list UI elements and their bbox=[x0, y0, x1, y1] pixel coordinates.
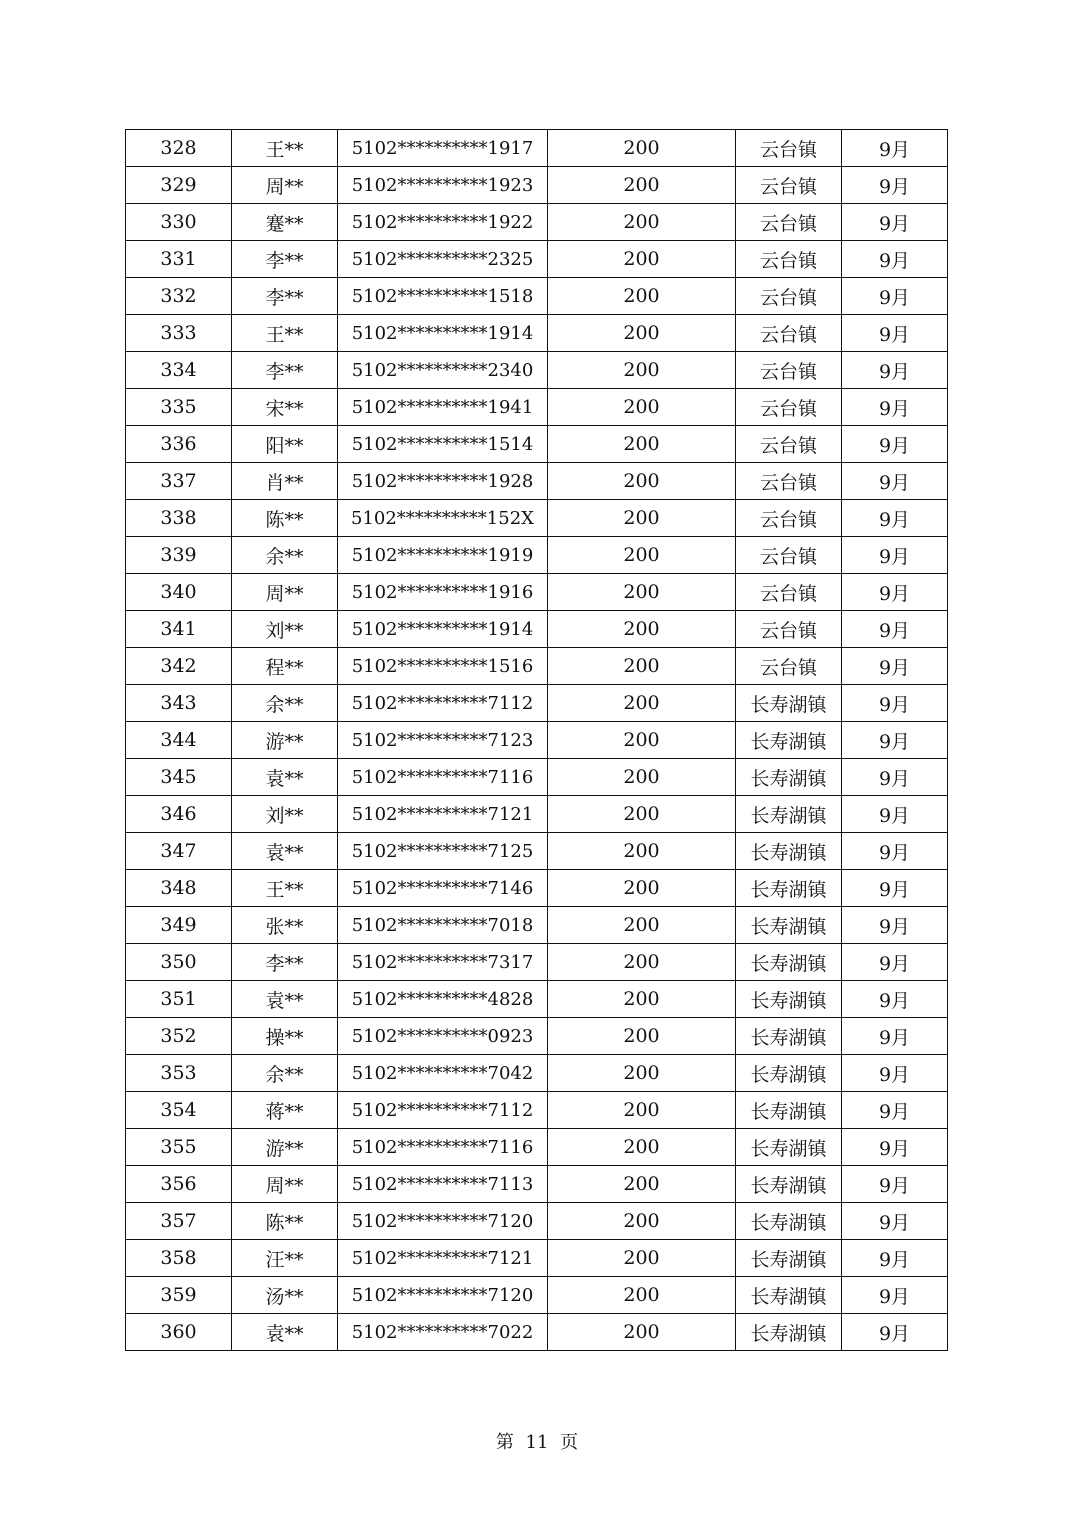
id-cell: 5102**********1514 bbox=[338, 426, 548, 463]
serial-cell: 334 bbox=[126, 352, 232, 389]
serial-cell: 348 bbox=[126, 870, 232, 907]
month-cell: 9月 bbox=[842, 981, 948, 1018]
town-cell: 长寿湖镇 bbox=[736, 833, 842, 870]
id-cell: 5102**********1941 bbox=[338, 389, 548, 426]
town-cell: 长寿湖镇 bbox=[736, 1277, 842, 1314]
serial-cell: 332 bbox=[126, 278, 232, 315]
amount-cell: 200 bbox=[548, 1203, 736, 1240]
id-cell: 5102**********2325 bbox=[338, 241, 548, 278]
table-row bbox=[126, 352, 948, 389]
name-cell: 肖** bbox=[232, 463, 338, 500]
serial-cell: 359 bbox=[126, 1277, 232, 1314]
name-cell: 张** bbox=[232, 907, 338, 944]
table-row bbox=[126, 1018, 948, 1055]
town-cell: 长寿湖镇 bbox=[736, 796, 842, 833]
amount-cell: 200 bbox=[548, 944, 736, 981]
month-cell: 9月 bbox=[842, 611, 948, 648]
serial-cell: 356 bbox=[126, 1166, 232, 1203]
id-cell: 5102**********7018 bbox=[338, 907, 548, 944]
amount-cell: 200 bbox=[548, 389, 736, 426]
id-cell: 5102**********1914 bbox=[338, 611, 548, 648]
town-cell: 云台镇 bbox=[736, 648, 842, 685]
month-cell: 9月 bbox=[842, 1314, 948, 1351]
month-cell: 9月 bbox=[842, 241, 948, 278]
name-cell: 袁** bbox=[232, 1314, 338, 1351]
amount-cell: 200 bbox=[548, 1129, 736, 1166]
month-cell: 9月 bbox=[842, 1129, 948, 1166]
name-cell: 操** bbox=[232, 1018, 338, 1055]
town-cell: 长寿湖镇 bbox=[736, 1314, 842, 1351]
name-cell: 李** bbox=[232, 241, 338, 278]
table-row bbox=[126, 389, 948, 426]
town-cell: 云台镇 bbox=[736, 426, 842, 463]
month-cell: 9月 bbox=[842, 167, 948, 204]
serial-cell: 351 bbox=[126, 981, 232, 1018]
table-row bbox=[126, 759, 948, 796]
serial-cell: 329 bbox=[126, 167, 232, 204]
name-cell: 余** bbox=[232, 537, 338, 574]
town-cell: 长寿湖镇 bbox=[736, 1129, 842, 1166]
name-cell: 游** bbox=[232, 722, 338, 759]
serial-cell: 344 bbox=[126, 722, 232, 759]
table-row bbox=[126, 870, 948, 907]
table-row bbox=[126, 907, 948, 944]
name-cell: 宋** bbox=[232, 389, 338, 426]
month-cell: 9月 bbox=[842, 796, 948, 833]
name-cell: 袁** bbox=[232, 833, 338, 870]
name-cell: 程** bbox=[232, 648, 338, 685]
table-row bbox=[126, 130, 948, 167]
id-cell: 5102**********7125 bbox=[338, 833, 548, 870]
month-cell: 9月 bbox=[842, 500, 948, 537]
serial-cell: 349 bbox=[126, 907, 232, 944]
id-cell: 5102**********1919 bbox=[338, 537, 548, 574]
id-cell: 5102**********7116 bbox=[338, 759, 548, 796]
town-cell: 长寿湖镇 bbox=[736, 981, 842, 1018]
month-cell: 9月 bbox=[842, 1092, 948, 1129]
amount-cell: 200 bbox=[548, 1055, 736, 1092]
name-cell: 李** bbox=[232, 352, 338, 389]
amount-cell: 200 bbox=[548, 870, 736, 907]
serial-cell: 357 bbox=[126, 1203, 232, 1240]
amount-cell: 200 bbox=[548, 796, 736, 833]
month-cell: 9月 bbox=[842, 722, 948, 759]
name-cell: 汤** bbox=[232, 1277, 338, 1314]
name-cell: 阳** bbox=[232, 426, 338, 463]
records-table bbox=[125, 129, 948, 1351]
amount-cell: 200 bbox=[548, 981, 736, 1018]
serial-cell: 350 bbox=[126, 944, 232, 981]
serial-cell: 338 bbox=[126, 500, 232, 537]
table-row bbox=[126, 1277, 948, 1314]
town-cell: 云台镇 bbox=[736, 389, 842, 426]
name-cell: 陈** bbox=[232, 1203, 338, 1240]
serial-cell: 333 bbox=[126, 315, 232, 352]
name-cell: 周** bbox=[232, 1166, 338, 1203]
amount-cell: 200 bbox=[548, 537, 736, 574]
serial-cell: 352 bbox=[126, 1018, 232, 1055]
name-cell: 周** bbox=[232, 574, 338, 611]
town-cell: 云台镇 bbox=[736, 167, 842, 204]
amount-cell: 200 bbox=[548, 611, 736, 648]
id-cell: 5102**********4828 bbox=[338, 981, 548, 1018]
name-cell: 刘** bbox=[232, 611, 338, 648]
table-row bbox=[126, 537, 948, 574]
serial-cell: 360 bbox=[126, 1314, 232, 1351]
table-row bbox=[126, 1055, 948, 1092]
table-row bbox=[126, 648, 948, 685]
town-cell: 云台镇 bbox=[736, 574, 842, 611]
town-cell: 云台镇 bbox=[736, 537, 842, 574]
table-row bbox=[126, 833, 948, 870]
month-cell: 9月 bbox=[842, 870, 948, 907]
town-cell: 云台镇 bbox=[736, 204, 842, 241]
town-cell: 云台镇 bbox=[736, 463, 842, 500]
serial-cell: 335 bbox=[126, 389, 232, 426]
name-cell: 蒋** bbox=[232, 1092, 338, 1129]
serial-cell: 346 bbox=[126, 796, 232, 833]
month-cell: 9月 bbox=[842, 833, 948, 870]
name-cell: 汪** bbox=[232, 1240, 338, 1277]
name-cell: 王** bbox=[232, 870, 338, 907]
amount-cell: 200 bbox=[548, 907, 736, 944]
id-cell: 5102**********7112 bbox=[338, 685, 548, 722]
town-cell: 云台镇 bbox=[736, 315, 842, 352]
id-cell: 5102**********7112 bbox=[338, 1092, 548, 1129]
town-cell: 长寿湖镇 bbox=[736, 1018, 842, 1055]
month-cell: 9月 bbox=[842, 648, 948, 685]
name-cell: 余** bbox=[232, 1055, 338, 1092]
name-cell: 李** bbox=[232, 944, 338, 981]
town-cell: 云台镇 bbox=[736, 130, 842, 167]
id-cell: 5102**********7120 bbox=[338, 1277, 548, 1314]
month-cell: 9月 bbox=[842, 759, 948, 796]
id-cell: 5102**********1922 bbox=[338, 204, 548, 241]
serial-cell: 340 bbox=[126, 574, 232, 611]
month-cell: 9月 bbox=[842, 130, 948, 167]
records-body bbox=[126, 130, 948, 1351]
table-row bbox=[126, 981, 948, 1018]
serial-cell: 339 bbox=[126, 537, 232, 574]
name-cell: 王** bbox=[232, 130, 338, 167]
serial-cell: 354 bbox=[126, 1092, 232, 1129]
amount-cell: 200 bbox=[548, 500, 736, 537]
name-cell: 刘** bbox=[232, 796, 338, 833]
town-cell: 云台镇 bbox=[736, 500, 842, 537]
table-row bbox=[126, 500, 948, 537]
town-cell: 长寿湖镇 bbox=[736, 722, 842, 759]
id-cell: 5102**********7042 bbox=[338, 1055, 548, 1092]
town-cell: 长寿湖镇 bbox=[736, 1092, 842, 1129]
month-cell: 9月 bbox=[842, 1055, 948, 1092]
serial-cell: 347 bbox=[126, 833, 232, 870]
table-row bbox=[126, 1129, 948, 1166]
town-cell: 长寿湖镇 bbox=[736, 1240, 842, 1277]
table-row bbox=[126, 1203, 948, 1240]
serial-cell: 336 bbox=[126, 426, 232, 463]
id-cell: 5102**********1917 bbox=[338, 130, 548, 167]
amount-cell: 200 bbox=[548, 426, 736, 463]
table-row bbox=[126, 685, 948, 722]
amount-cell: 200 bbox=[548, 833, 736, 870]
month-cell: 9月 bbox=[842, 389, 948, 426]
serial-cell: 330 bbox=[126, 204, 232, 241]
serial-cell: 343 bbox=[126, 685, 232, 722]
month-cell: 9月 bbox=[842, 907, 948, 944]
id-cell: 5102**********7022 bbox=[338, 1314, 548, 1351]
month-cell: 9月 bbox=[842, 278, 948, 315]
amount-cell: 200 bbox=[548, 352, 736, 389]
serial-cell: 355 bbox=[126, 1129, 232, 1166]
town-cell: 长寿湖镇 bbox=[736, 907, 842, 944]
serial-cell: 345 bbox=[126, 759, 232, 796]
serial-cell: 337 bbox=[126, 463, 232, 500]
table-row bbox=[126, 315, 948, 352]
name-cell: 蹇** bbox=[232, 204, 338, 241]
table-row bbox=[126, 722, 948, 759]
month-cell: 9月 bbox=[842, 1203, 948, 1240]
serial-cell: 341 bbox=[126, 611, 232, 648]
town-cell: 云台镇 bbox=[736, 241, 842, 278]
month-cell: 9月 bbox=[842, 574, 948, 611]
town-cell: 长寿湖镇 bbox=[736, 870, 842, 907]
town-cell: 长寿湖镇 bbox=[736, 759, 842, 796]
amount-cell: 200 bbox=[548, 1092, 736, 1129]
town-cell: 长寿湖镇 bbox=[736, 1203, 842, 1240]
id-cell: 5102**********7121 bbox=[338, 796, 548, 833]
town-cell: 云台镇 bbox=[736, 611, 842, 648]
table-row bbox=[126, 1092, 948, 1129]
amount-cell: 200 bbox=[548, 241, 736, 278]
town-cell: 长寿湖镇 bbox=[736, 1055, 842, 1092]
id-cell: 5102**********1914 bbox=[338, 315, 548, 352]
name-cell: 王** bbox=[232, 315, 338, 352]
serial-cell: 353 bbox=[126, 1055, 232, 1092]
amount-cell: 200 bbox=[548, 278, 736, 315]
id-cell: 5102**********7113 bbox=[338, 1166, 548, 1203]
amount-cell: 200 bbox=[548, 463, 736, 500]
town-cell: 长寿湖镇 bbox=[736, 685, 842, 722]
month-cell: 9月 bbox=[842, 1166, 948, 1203]
month-cell: 9月 bbox=[842, 944, 948, 981]
month-cell: 9月 bbox=[842, 685, 948, 722]
month-cell: 9月 bbox=[842, 1277, 948, 1314]
table-row bbox=[126, 574, 948, 611]
amount-cell: 200 bbox=[548, 1314, 736, 1351]
table-row bbox=[126, 241, 948, 278]
table-row bbox=[126, 278, 948, 315]
month-cell: 9月 bbox=[842, 1018, 948, 1055]
table-row bbox=[126, 463, 948, 500]
name-cell: 李** bbox=[232, 278, 338, 315]
amount-cell: 200 bbox=[548, 722, 736, 759]
table-row bbox=[126, 167, 948, 204]
serial-cell: 342 bbox=[126, 648, 232, 685]
id-cell: 5102**********1916 bbox=[338, 574, 548, 611]
amount-cell: 200 bbox=[548, 1018, 736, 1055]
name-cell: 袁** bbox=[232, 981, 338, 1018]
id-cell: 5102**********7120 bbox=[338, 1203, 548, 1240]
id-cell: 5102**********7317 bbox=[338, 944, 548, 981]
town-cell: 云台镇 bbox=[736, 278, 842, 315]
amount-cell: 200 bbox=[548, 130, 736, 167]
amount-cell: 200 bbox=[548, 1166, 736, 1203]
amount-cell: 200 bbox=[548, 1240, 736, 1277]
amount-cell: 200 bbox=[548, 648, 736, 685]
month-cell: 9月 bbox=[842, 463, 948, 500]
id-cell: 5102**********7116 bbox=[338, 1129, 548, 1166]
id-cell: 5102**********7123 bbox=[338, 722, 548, 759]
amount-cell: 200 bbox=[548, 167, 736, 204]
town-cell: 长寿湖镇 bbox=[736, 944, 842, 981]
name-cell: 游** bbox=[232, 1129, 338, 1166]
id-cell: 5102**********2340 bbox=[338, 352, 548, 389]
serial-cell: 331 bbox=[126, 241, 232, 278]
serial-cell: 358 bbox=[126, 1240, 232, 1277]
amount-cell: 200 bbox=[548, 315, 736, 352]
name-cell: 陈** bbox=[232, 500, 338, 537]
table-row bbox=[126, 204, 948, 241]
table-row bbox=[126, 426, 948, 463]
table-row bbox=[126, 796, 948, 833]
amount-cell: 200 bbox=[548, 204, 736, 241]
id-cell: 5102**********1923 bbox=[338, 167, 548, 204]
id-cell: 5102**********7121 bbox=[338, 1240, 548, 1277]
id-cell: 5102**********0923 bbox=[338, 1018, 548, 1055]
name-cell: 余** bbox=[232, 685, 338, 722]
name-cell: 周** bbox=[232, 167, 338, 204]
town-cell: 云台镇 bbox=[736, 352, 842, 389]
table-row bbox=[126, 944, 948, 981]
id-cell: 5102**********1516 bbox=[338, 648, 548, 685]
month-cell: 9月 bbox=[842, 315, 948, 352]
table-row bbox=[126, 1240, 948, 1277]
table-row bbox=[126, 1314, 948, 1351]
month-cell: 9月 bbox=[842, 204, 948, 241]
month-cell: 9月 bbox=[842, 352, 948, 389]
table-row bbox=[126, 611, 948, 648]
table-row bbox=[126, 1166, 948, 1203]
amount-cell: 200 bbox=[548, 1277, 736, 1314]
month-cell: 9月 bbox=[842, 537, 948, 574]
month-cell: 9月 bbox=[842, 426, 948, 463]
month-cell: 9月 bbox=[842, 1240, 948, 1277]
amount-cell: 200 bbox=[548, 574, 736, 611]
town-cell: 长寿湖镇 bbox=[736, 1166, 842, 1203]
amount-cell: 200 bbox=[548, 759, 736, 796]
page-number: 第 11 页 bbox=[495, 1432, 579, 1453]
id-cell: 5102**********7146 bbox=[338, 870, 548, 907]
amount-cell: 200 bbox=[548, 685, 736, 722]
id-cell: 5102**********1518 bbox=[338, 278, 548, 315]
id-cell: 5102**********1928 bbox=[338, 463, 548, 500]
name-cell: 袁** bbox=[232, 759, 338, 796]
id-cell: 5102**********152X bbox=[338, 500, 548, 537]
serial-cell: 328 bbox=[126, 130, 232, 167]
